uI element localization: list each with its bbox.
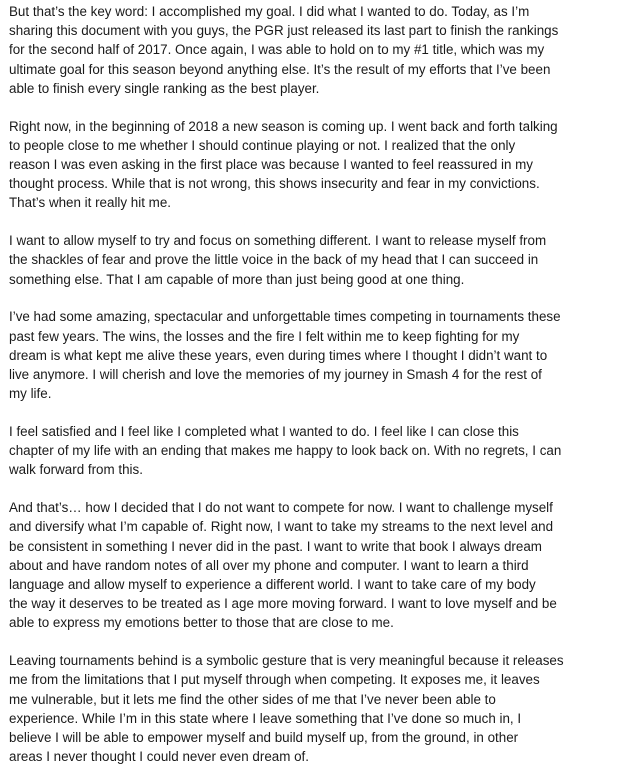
text-line: able to express my emotions better to those that are close to me. [9, 615, 394, 631]
text-line: something else. That I am capable of more than just being good at one thing. [9, 271, 465, 287]
text-line: to people close to me whether I should continue playing or not. I realized that the only [9, 137, 516, 153]
paragraph-3 [9, 231, 614, 289]
text-line: for the second half of 2017. Once again, I was able to hold on to my #1 title, which was my [9, 42, 545, 58]
text-line: my life. [9, 386, 52, 402]
text-line: past few years. The wins, the losses and the fire I felt within me to keep fighting for my [9, 328, 520, 344]
text-line: dream is what kept me alive these years, even during times where I thought I didn’t want to [9, 347, 548, 363]
text-line: able to finish every single ranking as the best player. [9, 80, 320, 96]
text-line: me from the limitations that I put myself through when competing. It exposes me, it leaves [9, 672, 540, 688]
text-line: the way it deserves to be treated as I age more moving forward. I want to love myself and be [9, 596, 557, 612]
text-line: I want to allow myself to try and focus on something different. I want to release myself from [9, 233, 547, 249]
text-line: believe I will be able to empower myself and build myself up, from the ground, in other [9, 730, 519, 746]
text-line: But that’s the key word: I accomplished my goal. I did what I wanted to do. Today, as I’m [9, 4, 530, 19]
text-line: chapter of my life with an ending that makes me happy to look back on. With no regrets, I can [9, 443, 562, 459]
text-line: sharing this document with you guys, the PGR just released its last part to finish the rankings [9, 23, 559, 39]
text-line: and diversify what I’m capable of. Right now, I want to take my streams to the next level and [9, 519, 554, 535]
paragraph-2 [9, 117, 614, 213]
text-line: reason I was even asking in the first place was because I wanted to feel reassured in my [9, 157, 534, 173]
text-line: experience. While I’m in this state where I leave something that I’ve done so much in, I [9, 710, 522, 726]
paragraph-4 [9, 307, 614, 403]
text-line: about and have random notes of all over my phone and computer. I want to learn a third [9, 557, 529, 573]
text-line: be consistent in something I never did in the past. I want to write that book I always dream [9, 538, 542, 554]
text-line: walk forward from this. [9, 462, 143, 478]
text-line: Right now, in the beginning of 2018 a new season is coming up. I went back and forth talking [9, 118, 558, 134]
paragraph-1 [9, 2, 614, 98]
text-line: language and allow myself to experience a different world. I want to take care of my body [9, 577, 536, 593]
text-line: the shackles of fear and prove the little voice in the back of my head that I can succeed in [9, 252, 539, 268]
text-line: thought process. While that is not wrong, this shows insecurity and fear in my convictions. [9, 176, 540, 192]
paragraph-7 [9, 651, 614, 766]
text-line: me vulnerable, but it lets me find the other sides of me that I’ve never been able to [9, 691, 496, 707]
paragraph-5 [9, 422, 614, 480]
text-line: That’s when it really hit me. [9, 195, 171, 211]
text-line: live anymore. I will cherish and love the memories of my journey in Smash 4 for the rest of [9, 367, 542, 383]
text-line: Leaving tournaments behind is a symbolic gesture that is very meaningful because it releases [9, 653, 564, 669]
text-line: I’ve had some amazing, spectacular and unforgettable times competing in tournaments these [9, 309, 561, 325]
text-line: areas I never thought I could never even dream of. [9, 749, 309, 765]
text-line: I feel satisfied and I feel like I completed what I wanted to do. I feel like I can close this [9, 424, 519, 440]
paragraph-6 [9, 498, 614, 632]
document-body [9, 2, 614, 766]
text-line: And that’s… how I decided that I do not want to compete for now. I want to challenge myself [9, 500, 553, 516]
text-line: ultimate goal for this season beyond anything else. It’s the result of my efforts that I’ve been [9, 61, 551, 77]
